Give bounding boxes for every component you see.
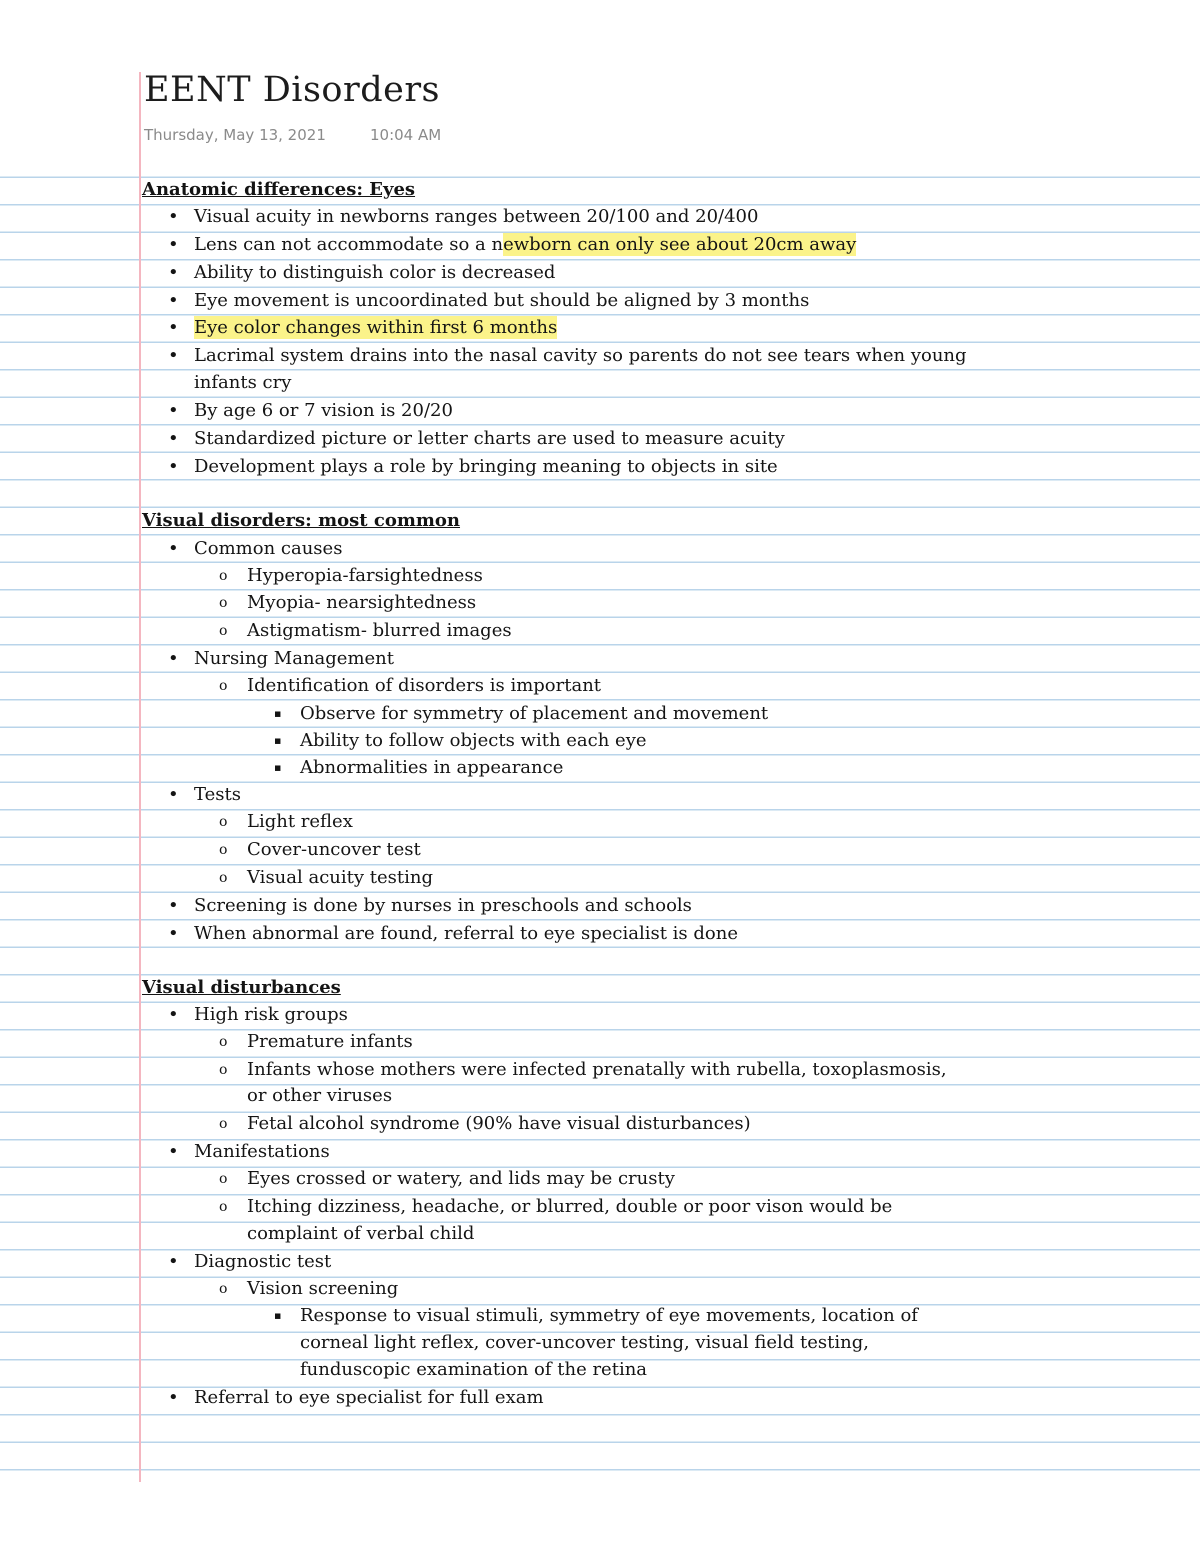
bullet-icon: • (168, 895, 179, 916)
bullet-icon: • (168, 1141, 179, 1162)
list-item: Eyes crossed or watery, and lids may be crusty (247, 1168, 675, 1189)
bullet-icon: • (168, 206, 179, 227)
square-bullet-icon: ▪ (274, 707, 282, 720)
bullet-icon: • (168, 1251, 179, 1272)
list-item: Observe for symmetry of placement and movement (300, 703, 769, 724)
list-item: Visual acuity testing (247, 867, 433, 888)
list-item: When abnormal are found, referral to eye specialist is done (194, 923, 738, 944)
list-item: Myopia- nearsightedness (247, 592, 477, 613)
bullet-icon: • (168, 648, 179, 669)
list-item: Vision screening (247, 1278, 399, 1299)
list-item: Response to visual stimuli, symmetry of eye movements, location of (300, 1305, 918, 1326)
highlighted-text: Eye color changes within first 6 months (194, 317, 558, 338)
list-item: Cover-uncover test (247, 839, 421, 860)
list-item: Hyperopia-farsightedness (247, 565, 483, 586)
section-heading-visual-disturbances: Visual disturbances (142, 977, 341, 998)
list-item-continuation: complaint of verbal child (247, 1223, 475, 1244)
circle-bullet-icon: o (219, 1281, 228, 1297)
page-title[interactable]: EENT Disorders (144, 70, 441, 110)
list-item: Referral to eye specialist for full exam (194, 1387, 544, 1408)
margin-line (139, 72, 141, 1482)
circle-bullet-icon: o (219, 1116, 228, 1132)
list-item: Lacrimal system drains into the nasal cavity so parents do not see tears when young (194, 345, 967, 366)
circle-bullet-icon: o (219, 678, 228, 694)
section-heading-visual-disorders: Visual disorders: most common (142, 510, 461, 531)
bullet-icon: • (168, 234, 179, 255)
list-item: Tests (194, 784, 241, 805)
bullet-icon: • (168, 784, 179, 805)
list-item-continuation: or other viruses (247, 1085, 393, 1106)
list-item (194, 316, 557, 340)
bullet-icon: • (168, 1004, 179, 1025)
list-item: Abnormalities in appearance (300, 757, 564, 778)
circle-bullet-icon: o (219, 623, 228, 639)
circle-bullet-icon: o (219, 842, 228, 858)
list-item: Identification of disorders is important (247, 675, 602, 696)
bullet-icon: • (168, 345, 179, 366)
list-item: Fetal alcohol syndrome (90% have visual disturbances) (247, 1113, 751, 1134)
list-item: Common causes (194, 538, 343, 559)
page-date: Thursday, May 13, 2021 (144, 126, 326, 144)
list-item: High risk groups (194, 1004, 348, 1025)
bullet-icon: • (168, 456, 179, 477)
square-bullet-icon: ▪ (274, 1309, 282, 1322)
bullet-icon: • (168, 317, 179, 338)
list-item: Standardized picture or letter charts are used to measure acuity (194, 428, 785, 449)
list-item-continuation: infants cry (194, 372, 292, 393)
list-item: By age 6 or 7 vision is 20/20 (194, 400, 453, 421)
bullet-icon: • (168, 538, 179, 559)
highlighted-text: ewborn can only see about 20cm away (503, 234, 857, 255)
list-item: Eye movement is uncoordinated but should be aligned by 3 months (194, 290, 810, 311)
bullet-icon: • (168, 262, 179, 283)
list-item: Ability to follow objects with each eye (300, 730, 647, 751)
square-bullet-icon: ▪ (274, 734, 282, 747)
bullet-icon: • (168, 428, 179, 449)
list-item: Manifestations (194, 1141, 330, 1162)
bullet-icon: • (168, 400, 179, 421)
list-item: Premature infants (247, 1031, 413, 1052)
circle-bullet-icon: o (219, 568, 228, 584)
list-item: Ability to distinguish color is decreased (194, 262, 556, 283)
list-item-continuation: funduscopic examination of the retina (300, 1359, 648, 1380)
list-item: Light reflex (247, 811, 353, 832)
section-heading-anatomic: Anatomic differences: Eyes (142, 179, 416, 200)
circle-bullet-icon: o (219, 595, 228, 611)
page-footer-area (0, 1475, 1200, 1553)
list-item-continuation: corneal light reflex, cover-uncover testing, visual field testing, (300, 1332, 869, 1353)
list-item: Visual acuity in newborns ranges between 20/100 and 20/400 (194, 206, 759, 227)
circle-bullet-icon: o (219, 1171, 228, 1187)
list-item (194, 233, 856, 257)
list-item: Astigmatism- blurred images (247, 620, 512, 641)
circle-bullet-icon: o (219, 870, 228, 886)
list-item: Screening is done by nurses in preschools and schools (194, 895, 692, 916)
list-item: Infants whose mothers were infected prenatally with rubella, toxoplasmosis, (247, 1059, 947, 1080)
square-bullet-icon: ▪ (274, 761, 282, 774)
circle-bullet-icon: o (219, 1034, 228, 1050)
circle-bullet-icon: o (219, 1199, 228, 1215)
list-item: Development plays a role by bringing meaning to objects in site (194, 456, 778, 477)
circle-bullet-icon: o (219, 1062, 228, 1078)
page-time: 10:04 AM (370, 126, 442, 144)
list-item-text: Lens can not accommodate so a n (194, 234, 504, 255)
list-item: Itching dizziness, headache, or blurred, double or poor vison would be (247, 1196, 893, 1217)
bullet-icon: • (168, 1387, 179, 1408)
bullet-icon: • (168, 290, 179, 311)
bullet-icon: • (168, 923, 179, 944)
list-item: Diagnostic test (194, 1251, 332, 1272)
list-item: Nursing Management (194, 648, 394, 669)
circle-bullet-icon: o (219, 814, 228, 830)
